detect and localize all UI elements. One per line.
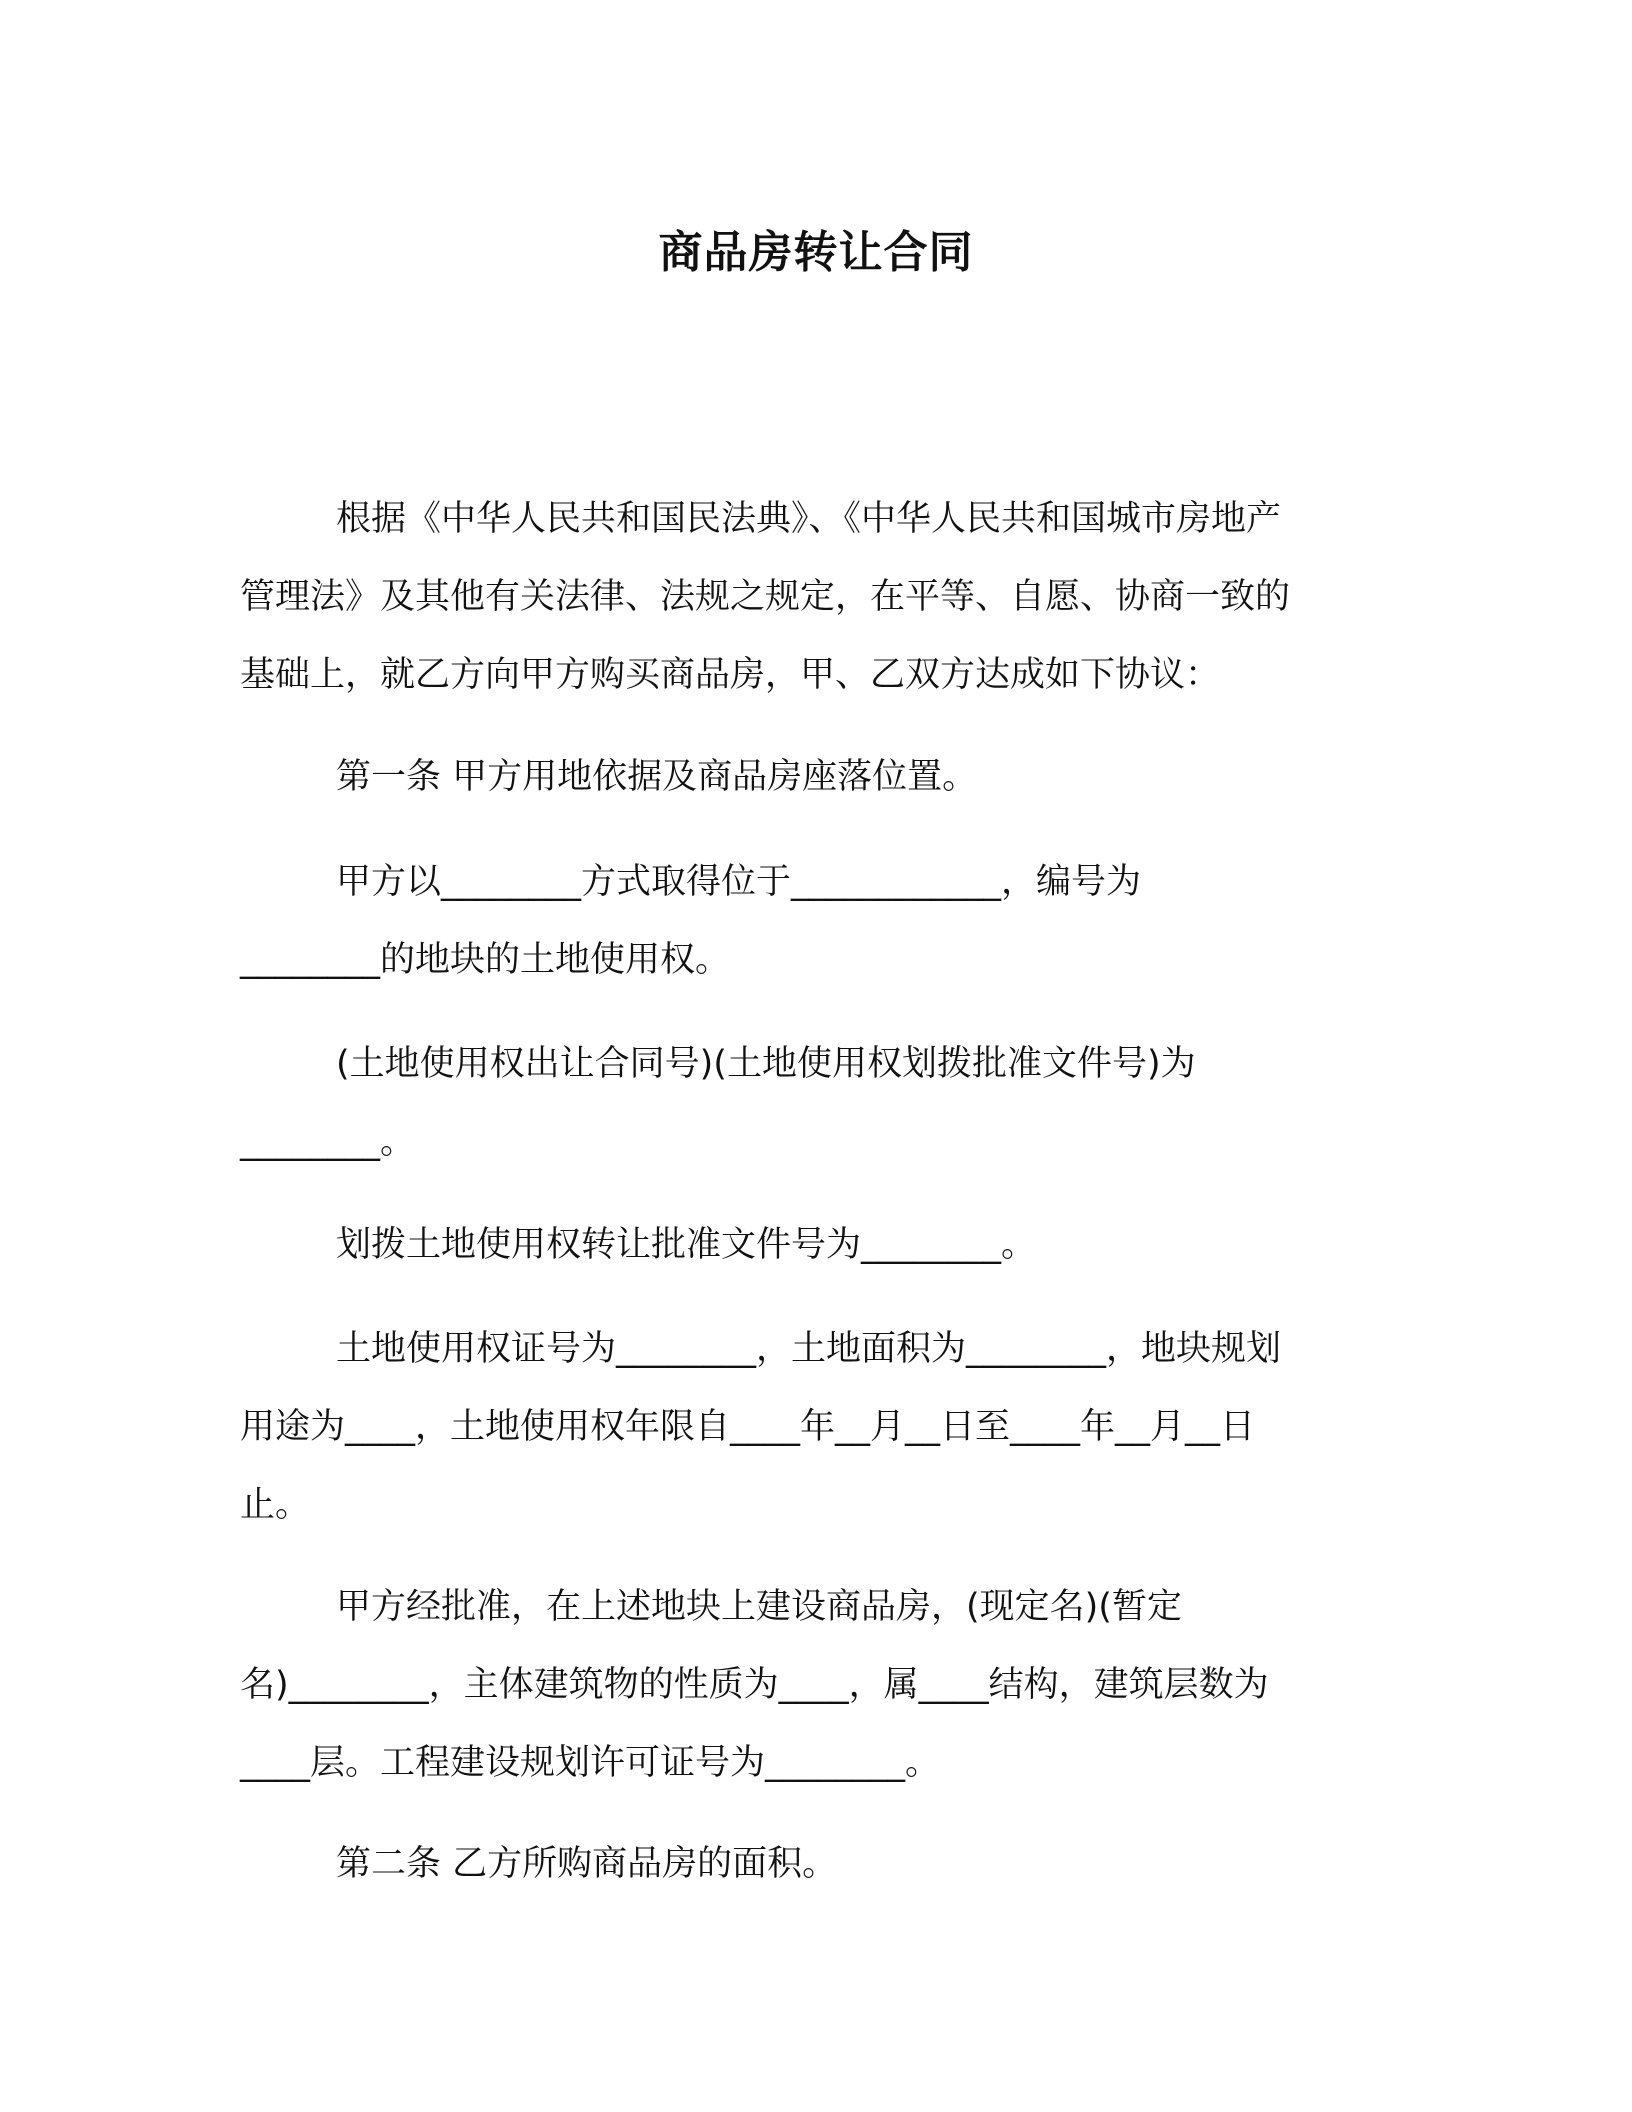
paragraph-line: 甲方以________方式取得位于____________，编号为 [336, 862, 1142, 902]
paragraph-preamble [240, 480, 1390, 714]
paragraph-line: 划拨土地使用权转让批准文件号为________。 [336, 1225, 1037, 1265]
paragraph-line: ____层。工程建设规划许可证号为________。 [240, 1743, 941, 1783]
paragraph-line: 甲方经批准，在上述地块上建设商品房，(现定名)(暂定 [336, 1587, 1182, 1627]
paragraph-land-certificate [240, 1310, 1390, 1544]
paragraph-line: ________的地块的土地使用权。 [240, 940, 731, 980]
paragraph-line: 第二条 乙方所购商品房的面积。 [336, 1844, 838, 1884]
paragraph-line: 管理法》及其他有关法律、法规之规定，在平等、自愿、协商一致的 [240, 577, 1291, 617]
paragraph-line: 止。 [240, 1485, 311, 1525]
paragraph-line: 用途为____，土地使用权年限自____年__月__日至____年__月__日 [240, 1407, 1256, 1447]
article-1-heading [240, 738, 1390, 816]
paragraph-land-acquisition [240, 843, 1390, 999]
paragraph-line: 基础上，就乙方向甲方购买商品房，甲、乙双方达成如下协议： [240, 655, 1221, 695]
document-title: 商品房转让合同 [658, 227, 974, 278]
paragraph-line: (土地使用权出让合同号)(土地使用权划拨批准文件号)为 [336, 1044, 1196, 1084]
paragraph-line: ________。 [240, 1122, 416, 1162]
paragraph-line: 土地使用权证号为________，土地面积为________，地块规划 [336, 1329, 1282, 1369]
article-2-heading [240, 1825, 1390, 1903]
paragraph-line: 名)________，主体建筑物的性质为____，属____结构，建筑层数为 [240, 1665, 1269, 1705]
paragraph-building-approval [240, 1568, 1390, 1802]
paragraph-line: 根据《中华人民共和国民法典》、《中华人民共和国城市房地产 [336, 499, 1282, 539]
paragraph-line: 第一条 甲方用地依据及商品房座落位置。 [336, 757, 978, 797]
paragraph-contract-number [240, 1025, 1390, 1181]
paragraph-transfer-approval [240, 1206, 1390, 1284]
